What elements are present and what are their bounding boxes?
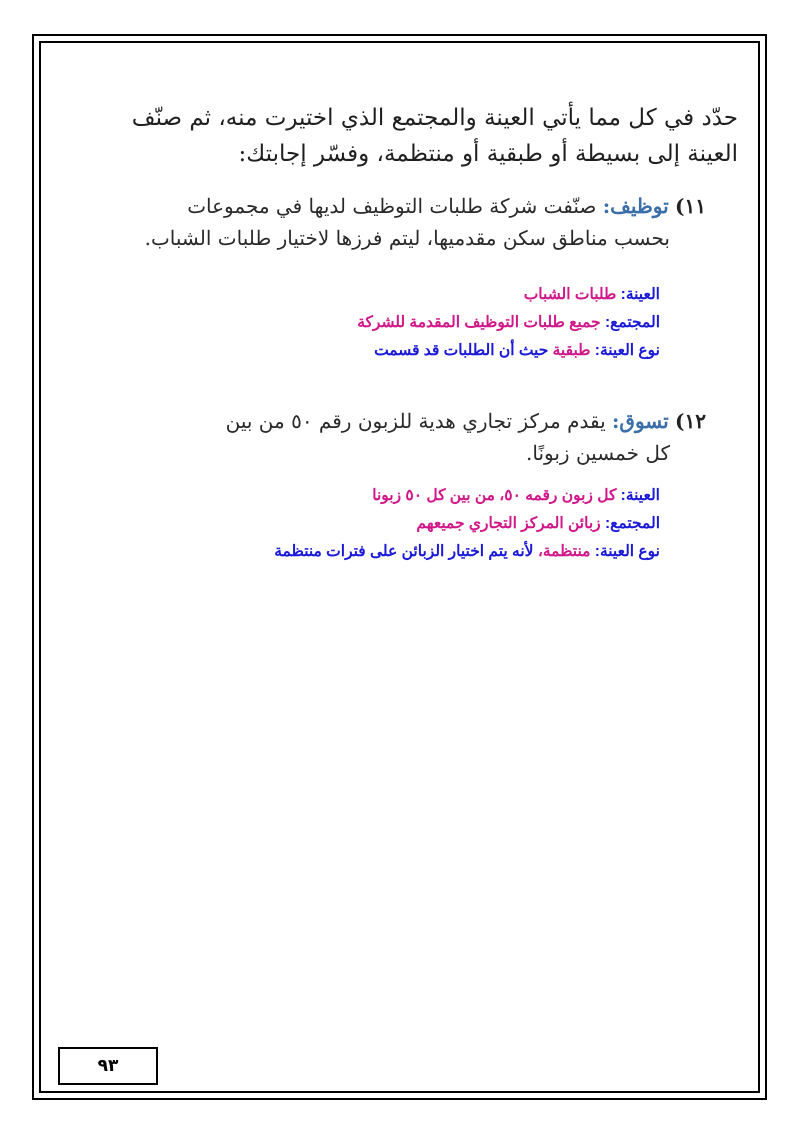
instructions-line-1: حدّد في كل مما يأتي العينة والمجتمع الذي اختيرت منه، ثم صنّف <box>131 105 738 131</box>
answer-population <box>60 510 660 538</box>
answer-type <box>60 538 660 566</box>
question-12-line-1 <box>186 405 706 437</box>
answer-11 <box>100 281 660 365</box>
question-11-line-2: بحسب مناطق سكن مقدميها، ليتم فرزها لاختيار طلبات الشباب. <box>144 226 670 250</box>
question-text: صنّفت شركة طلبات التوظيف لديها في مجموعات <box>187 194 597 218</box>
type-value: طبقية <box>552 342 591 359</box>
question-11 <box>96 190 706 254</box>
question-label: توظيف: <box>602 194 669 218</box>
type-reason: حيث أن الطلبات قد قسمت <box>374 342 549 359</box>
type-label: نوع العينة: <box>594 342 660 359</box>
question-11-line-1 <box>96 190 706 222</box>
population-value: زبائن المركز التجاري جميعهم <box>416 515 601 532</box>
answer-sample <box>60 482 660 510</box>
question-12 <box>186 405 706 469</box>
type-reason: لأنه يتم اختيار الزبائن على فترات منتظمة <box>274 543 534 560</box>
instructions-line-2: العينة إلى بسيطة أو طبقية أو منتظمة، وفسّر إجابتك: <box>238 141 738 167</box>
answer-12 <box>60 482 660 566</box>
sample-label: العينة: <box>620 286 660 303</box>
question-12-line-2: كل خمسين زبونًا. <box>526 441 670 465</box>
population-value: جميع طلبات التوظيف المقدمة للشركة <box>357 314 601 331</box>
type-label: نوع العينة: <box>594 543 660 560</box>
sample-value: طلبات الشباب <box>523 286 617 303</box>
population-label: المجتمع: <box>604 515 660 532</box>
instructions <box>98 100 738 172</box>
answer-population <box>100 309 660 337</box>
type-value: منتظمة، <box>537 543 591 560</box>
sample-value: كل زبون رقمه ٥٠، من بين كل ٥٠ زبونا <box>372 487 617 504</box>
answer-type <box>100 337 660 365</box>
sample-label: العينة: <box>620 487 660 504</box>
question-label: تسوق: <box>612 409 669 433</box>
answer-sample <box>100 281 660 309</box>
question-number: ١٢) <box>675 409 706 433</box>
page-number: ٩٣ <box>58 1047 158 1085</box>
question-number: ١١) <box>675 194 706 218</box>
population-label: المجتمع: <box>604 314 660 331</box>
question-text: يقدم مركز تجاري هدية للزبون رقم ٥٠ من بين <box>225 409 606 433</box>
